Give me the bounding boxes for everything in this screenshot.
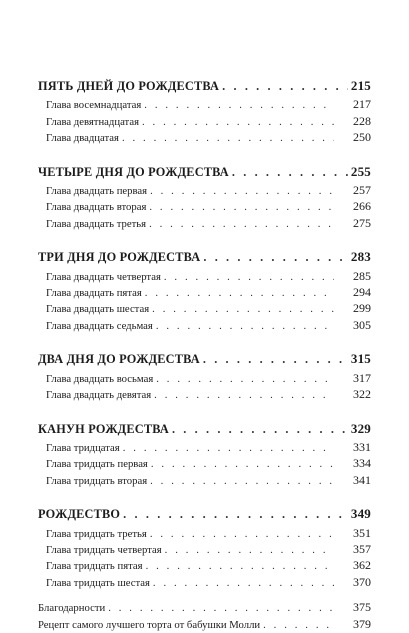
chapter-title: Глава тридцатая — [46, 441, 120, 454]
chapter-page-number: 299 — [353, 301, 371, 316]
extra-page-number: 379 — [353, 616, 371, 631]
extra-page-number: 375 — [353, 600, 371, 615]
dot-leader — [151, 457, 334, 472]
extra-entry[interactable] — [38, 600, 371, 616]
toc-section — [38, 78, 371, 147]
chapter-page-number: 317 — [353, 370, 371, 385]
chapter-page-number: 331 — [353, 439, 371, 454]
chapter-entry[interactable] — [38, 97, 371, 113]
chapter-entry[interactable] — [38, 542, 371, 558]
chapter-entry[interactable] — [38, 216, 371, 232]
chapter-title: Глава тридцать третья — [46, 527, 147, 540]
section-page-number: 349 — [350, 506, 371, 522]
chapter-title: Глава двадцать девятая — [46, 389, 152, 402]
section-heading[interactable] — [38, 506, 371, 522]
chapter-page-number: 257 — [353, 183, 371, 198]
dot-leader — [156, 319, 334, 334]
chapter-entry[interactable] — [38, 199, 371, 215]
chapter-page-number: 357 — [353, 541, 371, 556]
section-page-number: 255 — [350, 163, 371, 179]
dot-leader — [222, 79, 348, 94]
dot-leader — [122, 131, 334, 146]
chapter-title: Глава тридцать шестая — [46, 576, 150, 589]
dot-leader — [108, 601, 334, 616]
chapter-entry[interactable] — [38, 269, 371, 285]
section-title: ДВА ДНЯ ДО РОЖДЕСТВА — [38, 352, 200, 367]
dot-leader — [142, 115, 334, 130]
section-spacer — [38, 232, 371, 249]
section-heading[interactable] — [38, 421, 371, 437]
chapter-page-number: 228 — [353, 113, 371, 128]
chapter-title: Глава двадцатая — [46, 132, 119, 145]
chapter-title: Глава девятнадцатая — [46, 115, 139, 128]
extra-entry[interactable] — [38, 617, 371, 633]
chapter-page-number: 217 — [353, 97, 371, 112]
section-title: РОЖДЕСТВО — [38, 507, 121, 522]
chapter-title: Глава тридцать пятая — [46, 560, 143, 573]
dot-leader — [150, 184, 334, 199]
section-spacer — [38, 489, 371, 506]
toc-section — [38, 351, 371, 403]
chapter-title: Глава тридцать вторая — [46, 474, 148, 487]
chapter-page-number: 250 — [353, 130, 371, 145]
extra-title: Благодарности — [38, 602, 106, 615]
dot-leader — [164, 270, 334, 285]
chapter-entry[interactable] — [38, 130, 371, 146]
dot-leader — [123, 507, 348, 522]
chapter-page-number: 334 — [353, 456, 371, 471]
chapter-page-number: 266 — [353, 199, 371, 214]
chapter-title: Глава тридцать четвертая — [46, 543, 162, 556]
toc-section — [38, 506, 371, 591]
table-of-contents — [38, 78, 371, 633]
chapter-title: Глава двадцать первая — [46, 185, 148, 198]
chapter-page-number: 341 — [353, 472, 371, 487]
section-title: ПЯТЬ ДНЕЙ ДО РОЖДЕСТВА — [38, 79, 220, 93]
chapter-page-number: 362 — [353, 558, 371, 573]
dot-leader — [145, 286, 334, 301]
dot-leader — [232, 165, 348, 180]
chapter-page-number: 294 — [353, 285, 371, 300]
chapter-page-number: 305 — [353, 317, 371, 332]
section-title: ЧЕТЫРЕ ДНЯ ДО РОЖДЕСТВА — [38, 164, 229, 179]
chapter-title: Глава двадцать вторая — [46, 201, 147, 214]
section-page-number: 315 — [350, 351, 371, 367]
chapter-page-number: 370 — [353, 574, 371, 589]
chapter-entry[interactable] — [38, 456, 371, 472]
chapter-entry[interactable] — [38, 387, 371, 403]
toc-section — [38, 164, 371, 233]
chapter-title: Глава восемнадцатая — [46, 99, 142, 112]
chapter-entry[interactable] — [38, 301, 371, 317]
chapter-page-number: 285 — [353, 268, 371, 283]
chapter-entry[interactable] — [38, 183, 371, 199]
chapter-title: Глава двадцать четвертая — [46, 270, 161, 283]
toc-section — [38, 421, 371, 490]
dot-leader — [172, 422, 348, 437]
chapter-entry[interactable] — [38, 473, 371, 489]
dot-leader — [152, 302, 334, 317]
dot-leader — [123, 441, 334, 456]
section-title: КАНУН РОЖДЕСТВА — [38, 421, 169, 436]
dot-leader — [203, 352, 348, 367]
chapter-page-number: 275 — [353, 215, 371, 230]
chapter-entry[interactable] — [38, 371, 371, 387]
dot-leader — [154, 388, 334, 403]
dot-leader — [263, 618, 334, 633]
chapter-title: Глава двадцать шестая — [46, 303, 150, 316]
section-heading[interactable] — [38, 164, 371, 180]
chapter-entry[interactable] — [38, 318, 371, 334]
section-spacer — [38, 334, 371, 351]
section-spacer — [38, 591, 371, 600]
dot-leader — [165, 543, 334, 558]
toc-extras — [38, 600, 371, 633]
dot-leader — [146, 559, 334, 574]
dot-leader — [156, 372, 334, 387]
chapter-title: Глава двадцать пятая — [46, 287, 142, 300]
chapter-title: Глава двадцать восьмая — [46, 372, 154, 385]
chapter-entry[interactable] — [38, 575, 371, 591]
dot-leader — [150, 527, 334, 542]
section-heading[interactable] — [38, 351, 371, 367]
dot-leader — [144, 98, 334, 113]
dot-leader — [149, 217, 334, 232]
chapter-entry[interactable] — [38, 114, 371, 130]
chapter-entry[interactable] — [38, 440, 371, 456]
dot-leader — [203, 250, 348, 265]
dot-leader — [153, 576, 334, 591]
section-title: ТРИ ДНЯ ДО РОЖДЕСТВА — [38, 250, 201, 265]
section-page-number: 283 — [350, 249, 371, 265]
toc-section — [38, 249, 371, 334]
section-spacer — [38, 147, 371, 164]
chapter-page-number: 322 — [353, 387, 371, 402]
section-heading[interactable] — [38, 249, 371, 265]
section-spacer — [38, 404, 371, 421]
chapter-title: Глава тридцать первая — [46, 458, 148, 471]
dot-leader — [150, 474, 334, 489]
section-heading[interactable] — [38, 78, 371, 94]
section-page-number: 215 — [350, 78, 371, 93]
section-page-number: 329 — [350, 420, 371, 436]
chapter-title: Глава двадцать седьмая — [46, 319, 153, 332]
extra-title: Рецепт самого лучшего торта от бабушки Молли — [38, 618, 261, 631]
chapter-page-number: 351 — [353, 525, 371, 540]
chapter-entry[interactable] — [38, 285, 371, 301]
chapter-title: Глава двадцать третья — [46, 217, 147, 230]
chapter-entry[interactable] — [38, 526, 371, 542]
chapter-entry[interactable] — [38, 558, 371, 574]
dot-leader — [149, 200, 334, 215]
